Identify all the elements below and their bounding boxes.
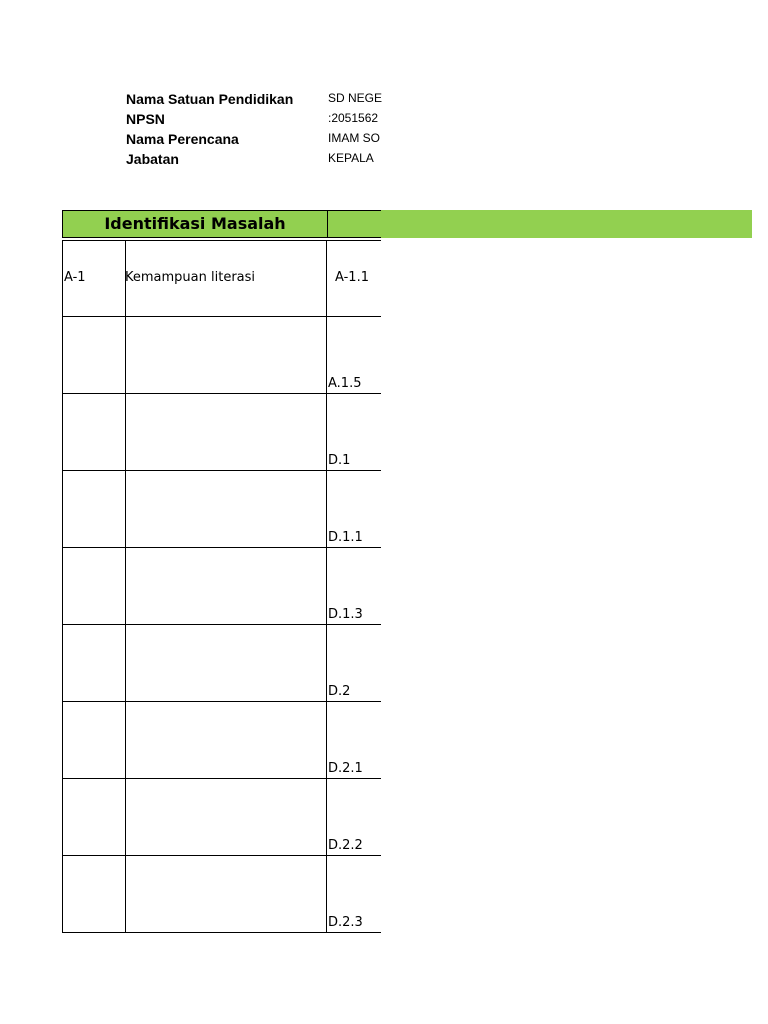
table-row: [62, 702, 381, 779]
description-cell[interactable]: [125, 548, 327, 624]
description-cell[interactable]: [125, 317, 327, 393]
indicator-text: D.2.3: [328, 915, 363, 930]
info-label: Nama Satuan Pendidikan: [126, 91, 294, 107]
code-cell[interactable]: [62, 702, 126, 778]
table-row: [62, 856, 381, 933]
code-text: A-1: [64, 270, 86, 285]
description-cell[interactable]: [125, 241, 327, 316]
indicator-text: D.2.2: [328, 838, 363, 853]
info-label: NPSN: [126, 111, 165, 127]
description-cell[interactable]: [125, 702, 327, 778]
code-cell[interactable]: [62, 471, 126, 547]
indicator-text: A.1.5: [328, 376, 362, 391]
indicator-text: A-1.1: [335, 270, 369, 285]
description-cell[interactable]: [125, 471, 327, 547]
indicator-cell[interactable]: [327, 317, 381, 393]
description-cell[interactable]: [125, 625, 327, 701]
header-divider: [327, 210, 328, 238]
info-value: IMAM SO: [328, 131, 381, 145]
table-row: [62, 779, 381, 856]
indicator-text: D.2.1: [328, 761, 363, 776]
code-cell[interactable]: [62, 548, 126, 624]
indicator-text: D.1: [328, 453, 351, 468]
table-row: [62, 548, 381, 625]
code-cell[interactable]: [62, 241, 126, 316]
table-row: [62, 625, 381, 702]
code-cell[interactable]: [62, 394, 126, 470]
indicator-text: D.1.1: [328, 530, 363, 545]
code-cell[interactable]: [62, 625, 126, 701]
info-value: SD NEGE: [328, 91, 382, 105]
info-label: Nama Perencana: [126, 131, 239, 147]
indicator-cell[interactable]: [327, 471, 381, 547]
indicator-text: D.2: [328, 684, 351, 699]
description-cell[interactable]: [125, 856, 327, 932]
indicator-cell[interactable]: [327, 702, 381, 778]
indicator-cell[interactable]: [327, 241, 381, 316]
code-cell[interactable]: [62, 317, 126, 393]
table-header-title: Identifikasi Masalah: [104, 214, 286, 233]
table-header: [62, 210, 381, 238]
description-cell[interactable]: [125, 779, 327, 855]
table-row: [62, 471, 381, 548]
problem-table: [62, 240, 381, 933]
indicator-cell[interactable]: [327, 548, 381, 624]
info-value: KEPALA: [328, 151, 374, 165]
description-text: Kemampuan literasi: [125, 270, 256, 285]
info-value: :2051562: [328, 111, 379, 125]
indicator-cell[interactable]: [327, 779, 381, 855]
table-row: [62, 317, 381, 394]
table-row: [62, 394, 381, 471]
description-cell[interactable]: [125, 394, 327, 470]
table-row: [62, 240, 381, 317]
info-label: Jabatan: [126, 151, 179, 167]
indicator-cell[interactable]: [327, 856, 381, 932]
indicator-cell[interactable]: [327, 625, 381, 701]
code-cell[interactable]: [62, 779, 126, 855]
header-band-extension: [381, 210, 752, 238]
indicator-cell[interactable]: [327, 394, 381, 470]
code-cell[interactable]: [62, 856, 126, 932]
indicator-text: D.1.3: [328, 607, 363, 622]
